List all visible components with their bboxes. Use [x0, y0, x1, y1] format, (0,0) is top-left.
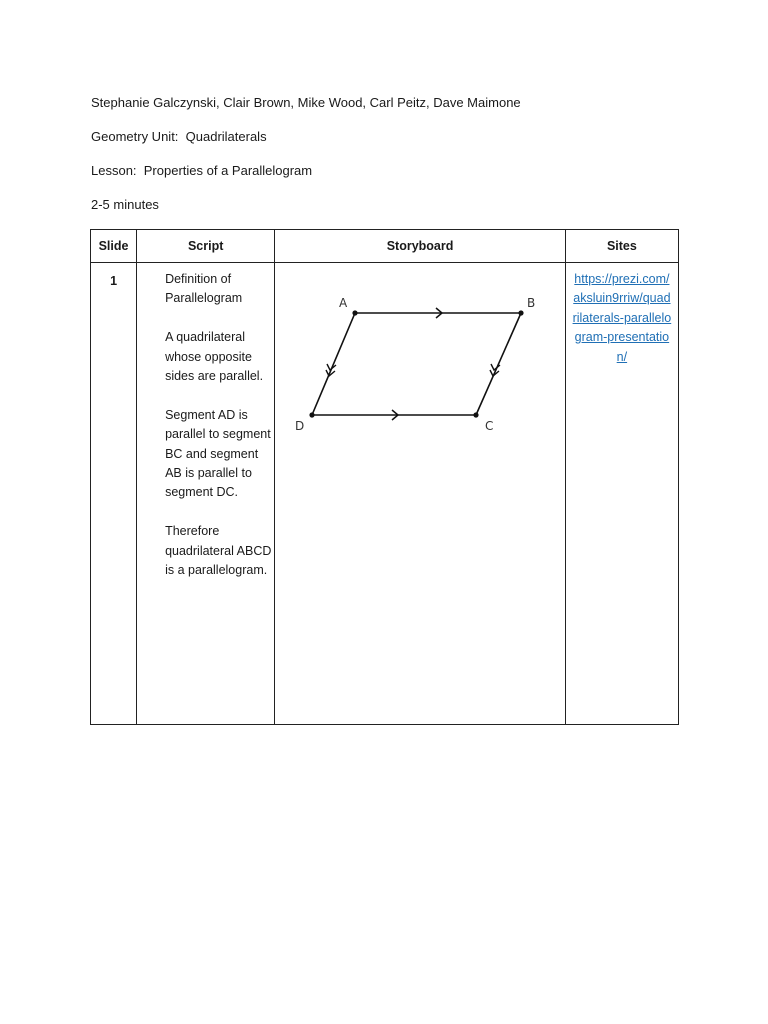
- header-slide: Slide: [91, 230, 137, 263]
- header-script: Script: [137, 230, 275, 263]
- vertex-c: [474, 412, 479, 417]
- script-definition-title: Definition of Parallelogram: [165, 272, 243, 306]
- sites-cell: [565, 263, 678, 725]
- parallelogram-diagram: [293, 293, 543, 433]
- unit-line: Geometry Unit: Quadrilaterals: [91, 129, 267, 144]
- slide-number-cell: [91, 263, 137, 725]
- script-conclusion-text: Therefore quadrilateral ABCD is a parallelogram.: [165, 524, 272, 578]
- label-b: B: [527, 296, 536, 310]
- label-d: D: [295, 419, 305, 433]
- label-a: A: [339, 296, 348, 310]
- label-c: C: [485, 419, 494, 433]
- script-cell: [137, 263, 275, 725]
- script-segments-text: Segment AD is parallel to segment BC and segment AB is parallel to segment DC.: [165, 407, 271, 500]
- double-arrow-bc-icon: [490, 364, 500, 376]
- script-definition-text: A quadrilateral whose opposite sides are parallel.: [165, 330, 264, 384]
- table-row: [91, 263, 679, 725]
- header-storyboard: Storyboard: [275, 230, 565, 263]
- header-sites: Sites: [565, 230, 678, 263]
- vertex-d: [310, 412, 315, 417]
- vertex-b: [519, 310, 524, 315]
- side-ad: [312, 313, 355, 415]
- storyboard-table: [90, 229, 679, 725]
- authors-line: Stephanie Galczynski, Clair Brown, Mike Wood, Carl Peitz, Dave Maimone: [91, 95, 521, 110]
- slide-number: 1: [110, 274, 118, 288]
- storyboard-cell: [275, 263, 565, 725]
- table-header-row: [91, 230, 679, 263]
- side-bc: [476, 313, 521, 415]
- double-arrow-ad-icon: [326, 364, 336, 376]
- prezi-link[interactable]: https://prezi.com/aksluin9rriw/quadrilaterals-parallelogram-presentation/: [572, 272, 672, 364]
- duration-line: 2-5 minutes: [91, 197, 159, 212]
- lesson-line: Lesson: Properties of a Parallelogram: [91, 163, 313, 178]
- vertex-a: [353, 310, 358, 315]
